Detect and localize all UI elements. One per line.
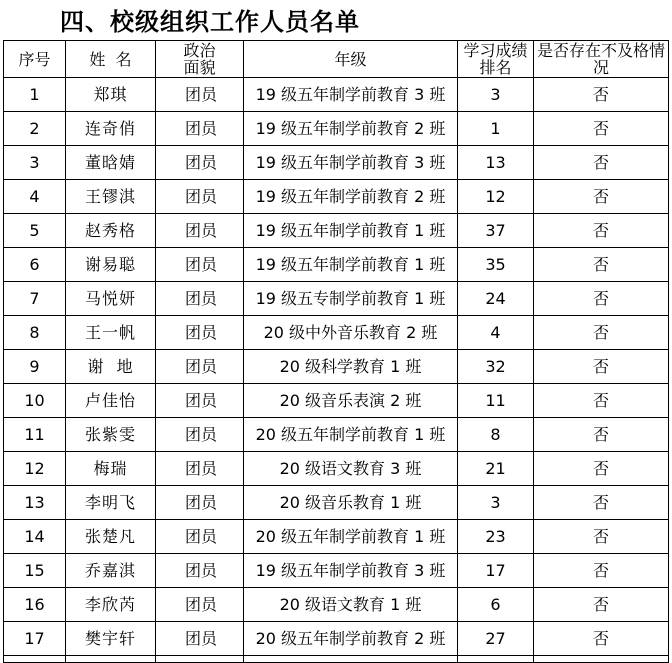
cell-name: 王一帆 [66, 316, 156, 350]
header-name: 姓 名 [66, 41, 156, 78]
cell-rank: 6 [458, 588, 534, 622]
cell-name: 李明飞 [66, 486, 156, 520]
cell-failed: 否 [534, 486, 669, 520]
table-row [4, 554, 669, 588]
header-rank: 学习成绩排名 [458, 41, 534, 78]
table-row [4, 214, 669, 248]
cell-political: 团员 [156, 588, 244, 622]
cell-name: 赵秀格 [66, 214, 156, 248]
cell-no: 4 [4, 180, 66, 214]
cell-name: 郑琪 [66, 78, 156, 112]
cell-failed: 否 [534, 180, 669, 214]
table-row [4, 146, 669, 180]
cell-rank: 27 [458, 622, 534, 656]
header-failed: 是否存在不及格情况 [534, 41, 669, 78]
cell-no: 16 [4, 588, 66, 622]
table-row [4, 282, 669, 316]
cell-grade: 20 级五年制学前教育 2 班 [244, 622, 458, 656]
page-title: 四、校级组织工作人员名单 [60, 8, 360, 36]
cell-failed: 否 [534, 588, 669, 622]
table-row [4, 316, 669, 350]
cell-failed: 否 [534, 112, 669, 146]
cell-no: 9 [4, 350, 66, 384]
cell-name: 张紫雯 [66, 418, 156, 452]
cell-failed: 否 [534, 554, 669, 588]
cell-name: 李欣芮 [66, 588, 156, 622]
cell-grade: 19 级五年制学前教育 2 班 [244, 180, 458, 214]
cell-no: 7 [4, 282, 66, 316]
staff-table [3, 40, 669, 663]
table-row [4, 248, 669, 282]
cell-political: 团员 [156, 214, 244, 248]
cell-grade: 19 级五年制学前教育 3 班 [244, 554, 458, 588]
cell-grade: 20 级五年制学前教育 1 班 [244, 418, 458, 452]
cell-political: 团员 [156, 520, 244, 554]
cell-grade: 20 级科学教育 1 班 [244, 350, 458, 384]
cell-no: 12 [4, 452, 66, 486]
cell-political: 团员 [156, 554, 244, 588]
cell-grade: 19 级五年制学前教育 3 班 [244, 78, 458, 112]
table-row [4, 180, 669, 214]
cell-political: 团员 [156, 452, 244, 486]
table-row [4, 622, 669, 656]
cell-rank: 1 [458, 112, 534, 146]
cell-rank: 17 [458, 554, 534, 588]
table-row-cutoff [4, 656, 669, 663]
cell-grade: 19 级五年制学前教育 1 班 [244, 248, 458, 282]
cell-name: 王镠淇 [66, 180, 156, 214]
table-row [4, 418, 669, 452]
cell-political: 团员 [156, 112, 244, 146]
table-row [4, 384, 669, 418]
cell-no: 8 [4, 316, 66, 350]
cell-rank: 23 [458, 520, 534, 554]
cell-failed: 否 [534, 282, 669, 316]
header-no: 序号 [4, 41, 66, 78]
cell-political: 团员 [156, 418, 244, 452]
cell-political: 团员 [156, 78, 244, 112]
cell-failed: 否 [534, 248, 669, 282]
cell-political: 团员 [156, 622, 244, 656]
cell-failed: 否 [534, 146, 669, 180]
cell-name: 马悦妍 [66, 282, 156, 316]
cell-name: 谢 地 [66, 350, 156, 384]
cell-political: 团员 [156, 350, 244, 384]
table-header-row [4, 41, 669, 78]
table-row [4, 112, 669, 146]
header-political: 政治面貌 [156, 41, 244, 78]
cell-name: 梅瑞 [66, 452, 156, 486]
cell-no: 11 [4, 418, 66, 452]
cell-rank: 37 [458, 214, 534, 248]
empty-cell [4, 656, 66, 663]
cell-political: 团员 [156, 248, 244, 282]
header-grade: 年级 [244, 41, 458, 78]
cell-no: 5 [4, 214, 66, 248]
table-row [4, 350, 669, 384]
cell-rank: 35 [458, 248, 534, 282]
cell-political: 团员 [156, 486, 244, 520]
cell-grade: 20 级五年制学前教育 1 班 [244, 520, 458, 554]
cell-no: 17 [4, 622, 66, 656]
cell-name: 乔嘉淇 [66, 554, 156, 588]
table-row [4, 486, 669, 520]
empty-cell [458, 656, 534, 663]
cell-failed: 否 [534, 350, 669, 384]
cell-no: 2 [4, 112, 66, 146]
cell-name: 董晗婧 [66, 146, 156, 180]
cell-name: 张楚凡 [66, 520, 156, 554]
cell-name: 樊宇轩 [66, 622, 156, 656]
cell-rank: 24 [458, 282, 534, 316]
cell-political: 团员 [156, 180, 244, 214]
cell-name: 卢佳怡 [66, 384, 156, 418]
cell-rank: 4 [458, 316, 534, 350]
table-row [4, 520, 669, 554]
cell-no: 6 [4, 248, 66, 282]
cell-rank: 3 [458, 78, 534, 112]
cell-grade: 20 级音乐教育 1 班 [244, 486, 458, 520]
cell-failed: 否 [534, 214, 669, 248]
cell-rank: 32 [458, 350, 534, 384]
cell-grade: 20 级中外音乐教育 2 班 [244, 316, 458, 350]
cell-failed: 否 [534, 622, 669, 656]
cell-rank: 8 [458, 418, 534, 452]
cell-no: 14 [4, 520, 66, 554]
table-row [4, 452, 669, 486]
cell-failed: 否 [534, 78, 669, 112]
cell-grade: 19 级五年制学前教育 2 班 [244, 112, 458, 146]
cell-failed: 否 [534, 418, 669, 452]
cell-rank: 3 [458, 486, 534, 520]
cell-rank: 12 [458, 180, 534, 214]
cell-no: 1 [4, 78, 66, 112]
cell-grade: 20 级语文教育 3 班 [244, 452, 458, 486]
cell-political: 团员 [156, 282, 244, 316]
cell-no: 10 [4, 384, 66, 418]
cell-political: 团员 [156, 146, 244, 180]
cell-grade: 20 级音乐表演 2 班 [244, 384, 458, 418]
cell-rank: 21 [458, 452, 534, 486]
table-row [4, 78, 669, 112]
cell-grade: 20 级语文教育 1 班 [244, 588, 458, 622]
cell-no: 15 [4, 554, 66, 588]
cell-rank: 13 [458, 146, 534, 180]
cell-name: 连奇俏 [66, 112, 156, 146]
cell-no: 13 [4, 486, 66, 520]
cell-grade: 19 级五年制学前教育 1 班 [244, 214, 458, 248]
cell-political: 团员 [156, 316, 244, 350]
cell-failed: 否 [534, 520, 669, 554]
cell-rank: 11 [458, 384, 534, 418]
cell-no: 3 [4, 146, 66, 180]
empty-cell [66, 656, 156, 663]
table-row [4, 588, 669, 622]
cell-failed: 否 [534, 384, 669, 418]
cell-failed: 否 [534, 452, 669, 486]
empty-cell [156, 656, 244, 663]
cell-political: 团员 [156, 384, 244, 418]
empty-cell [534, 656, 669, 663]
cell-name: 谢易聪 [66, 248, 156, 282]
cell-grade: 19 级五年制学前教育 3 班 [244, 146, 458, 180]
cell-failed: 否 [534, 316, 669, 350]
cell-grade: 19 级五专制学前教育 1 班 [244, 282, 458, 316]
empty-cell [244, 656, 458, 663]
